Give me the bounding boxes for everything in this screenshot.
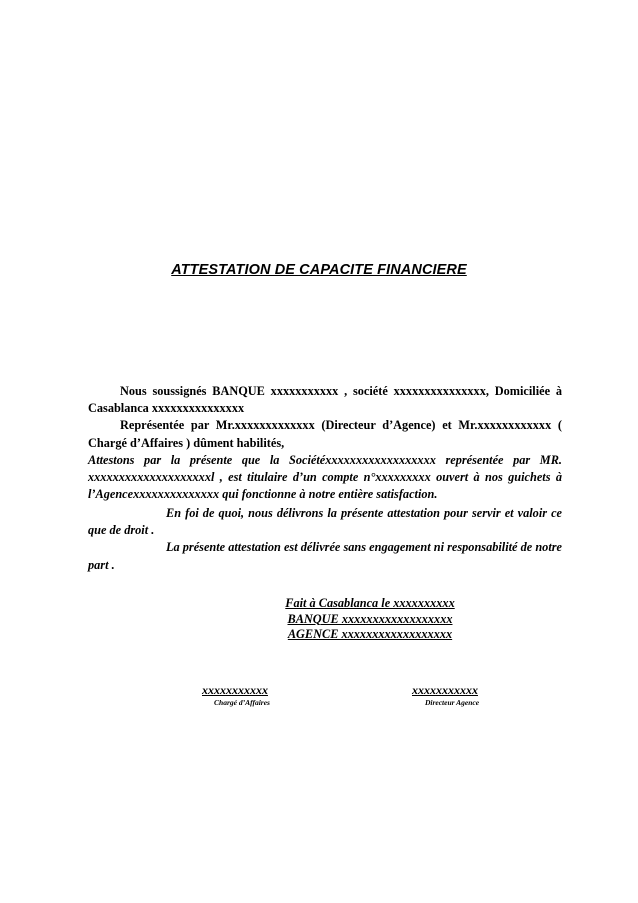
conclusion-line-disclaimer: La présente attestation est délivrée sans engagement ni responsabilité de notre part . [88, 540, 562, 572]
paragraph-declaration [88, 383, 562, 503]
agency-name: AGENCE xxxxxxxxxxxxxxxxxx [287, 627, 453, 641]
signature-director [390, 683, 500, 709]
conclusion-line-faith: En foi de quoi, nous délivrons la présente attestation pour servir et valoir ce que de droit . [88, 506, 562, 538]
declaration-line-represented: Représentée par Mr.xxxxxxxxxxxxx (Directeur d’Agence) et Mr.xxxxxxxxxxxx ( Chargé d’Affaires ) dûment habilités, [88, 418, 562, 450]
signature-left-role: Chargé d’Affaires [214, 698, 270, 707]
bank-name: BANQUE xxxxxxxxxxxxxxxxxx [287, 611, 453, 626]
signature-right-name: xxxxxxxxxxx [412, 683, 478, 697]
place-date: Fait à Casablanca le xxxxxxxxxx [285, 596, 455, 610]
issuance-block [240, 596, 500, 643]
document-title: ATTESTATION DE CAPACITE FINANCIERE [171, 262, 467, 278]
declaration-line-undersigned: Nous soussignés BANQUE xxxxxxxxxxx , société xxxxxxxxxxxxxxx, Domiciliée à Casablanca xxxxxxxxxxxxxxx [88, 384, 562, 416]
signature-account-manager [180, 683, 290, 709]
paragraph-conclusion [88, 505, 562, 574]
signature-right-role: Directeur Agence [424, 698, 480, 707]
declaration-line-attest: Attestons par la présente que la Sociétéxxxxxxxxxxxxxxxxxx représentée par MR. xxxxxxxxxxxxxxxxxxxxl , est titulaire d’un compte n°xxxxxxxxx ouvert à nos guichets à l’Agencexxxxxxxxxxxxxx qui fonctionne à notre entière satisfaction. [88, 452, 562, 502]
signature-left-name: xxxxxxxxxxx [202, 683, 268, 697]
